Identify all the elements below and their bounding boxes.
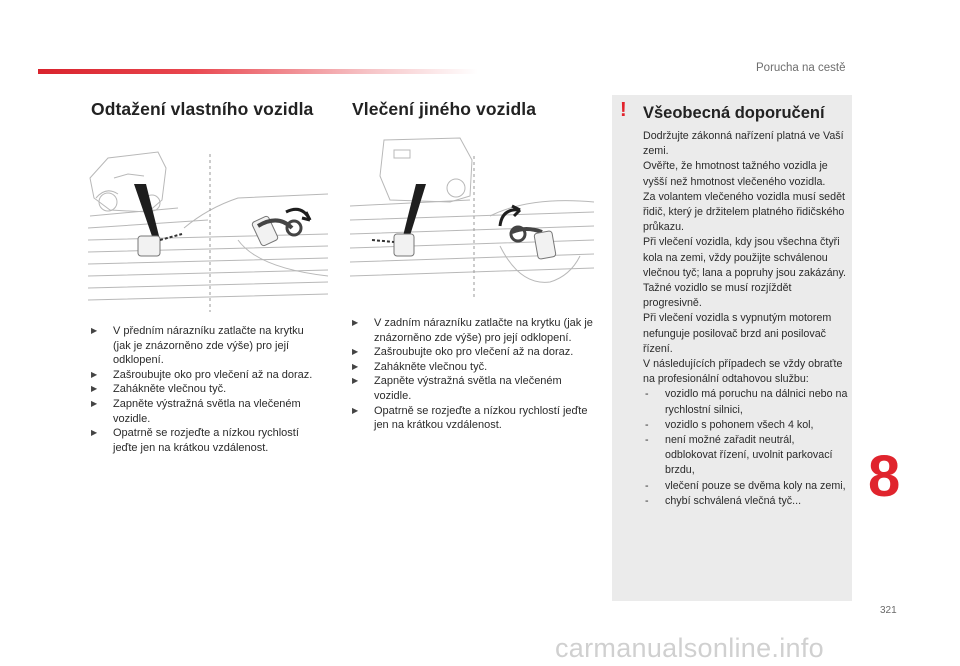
rear-bumper-illustration <box>350 136 594 302</box>
list-item: ▶ V předním nárazníku zatlačte na krytku (jak je znázorněno zde výše) pro její odklopení. <box>91 325 304 367</box>
panel-paragraph: Při vlečení vozidla s vypnutým motorem nefunguje posilovač brzd ani posilovač řízení. <box>643 312 832 355</box>
left-column-title: Odtažení vlastního vozidla <box>91 99 314 119</box>
left-steps-list <box>91 324 323 455</box>
list-item: ▶ Zapněte výstražná světla na vlečeném vozidle. <box>352 375 562 402</box>
section-header: Porucha na cestě <box>756 62 846 74</box>
list-item: - není možné zařadit neutrál, odblokovat řízení, uvolnit parkovací brzdu, <box>645 434 833 477</box>
panel-body <box>643 129 849 509</box>
front-bumper-illustration <box>88 148 330 314</box>
panel-paragraph: Za volantem vlečeného vozidla musí sedět řidič, který je držitelem platného řidičského průkazu. <box>643 190 845 234</box>
panel-paragraph: Ověřte, že hmotnost tažného vozidla je vyšší než hmotnost vlečeného vozidla. <box>643 160 828 188</box>
panel-paragraph: V následujících případech se vždy obraťte na profesionální odtahovou službu: <box>643 358 843 386</box>
list-item: - vozidlo má poruchu na dálnici nebo na rychlostní silnici, <box>645 388 848 416</box>
middle-steps-list <box>352 316 596 433</box>
warning-icon: ! <box>620 99 627 121</box>
bullet-icon: ▶ <box>352 405 359 415</box>
section-color-bar <box>38 69 478 74</box>
bullet-icon: ▶ <box>352 361 359 371</box>
page-number: 321 <box>880 605 897 616</box>
list-item: ▶ Zahákněte vlečnou tyč. <box>91 383 227 396</box>
list-item: ▶ Opatrně se rozjeďte a nízkou rychlostí jeďte jen na krátkou vzdálenost. <box>352 404 588 432</box>
watermark: carmanualsonline.info <box>555 633 824 663</box>
list-item: ▶ Zapněte výstražná světla na vlečeném vozidle. <box>91 397 301 425</box>
panel-title: Všeobecná doporučení <box>643 104 825 122</box>
bullet-icon: ▶ <box>352 347 359 357</box>
bullet-icon: ▶ <box>91 398 98 408</box>
panel-paragraph: Při vlečení vozidla, kdy jsou všechna čtyři kola na zemi, vždy použijte schválenou vlečnou tyč; lana a popruhy jsou zakázány. <box>643 236 846 279</box>
bullet-icon: ▶ <box>352 376 359 386</box>
list-item: - chybí schválená vlečná tyč... <box>645 494 802 507</box>
panel-paragraph: Dodržujte zákonná nařízení platná ve Vaší zemi. <box>643 130 844 158</box>
list-item: - vozidlo s pohonem všech 4 kol, <box>645 418 814 431</box>
list-item: ▶ V zadním nárazníku zatlačte na krytku (jak je znázorněno zde výše) pro její odklopení. <box>352 317 593 344</box>
list-item: ▶ Zahákněte vlečnou tyč. <box>352 360 488 373</box>
cases-list <box>643 387 849 509</box>
chapter-number: 8 <box>868 444 901 509</box>
bullet-icon: ▶ <box>91 369 98 379</box>
list-item: ▶ Zašroubujte oko pro vlečení až na doraz. <box>352 346 574 359</box>
bullet-icon: ▶ <box>91 326 98 335</box>
panel-paragraph: Tažné vozidlo se musí rozjíždět progresivně. <box>643 282 792 310</box>
general-recommendations-panel <box>612 95 852 601</box>
bullet-icon: ▶ <box>352 318 359 327</box>
list-item: ▶ Opatrně se rozjeďte a nízkou rychlostí jeďte jen na krátkou vzdálenost. <box>91 427 299 454</box>
bullet-icon: ▶ <box>91 384 98 394</box>
list-item: - vlečení pouze se dvěma koly na zemi, <box>645 479 846 492</box>
list-item: ▶ Zašroubujte oko pro vlečení až na doraz. <box>91 368 313 381</box>
bullet-icon: ▶ <box>91 428 98 438</box>
middle-column-title: Vlečení jiného vozidla <box>352 99 537 119</box>
